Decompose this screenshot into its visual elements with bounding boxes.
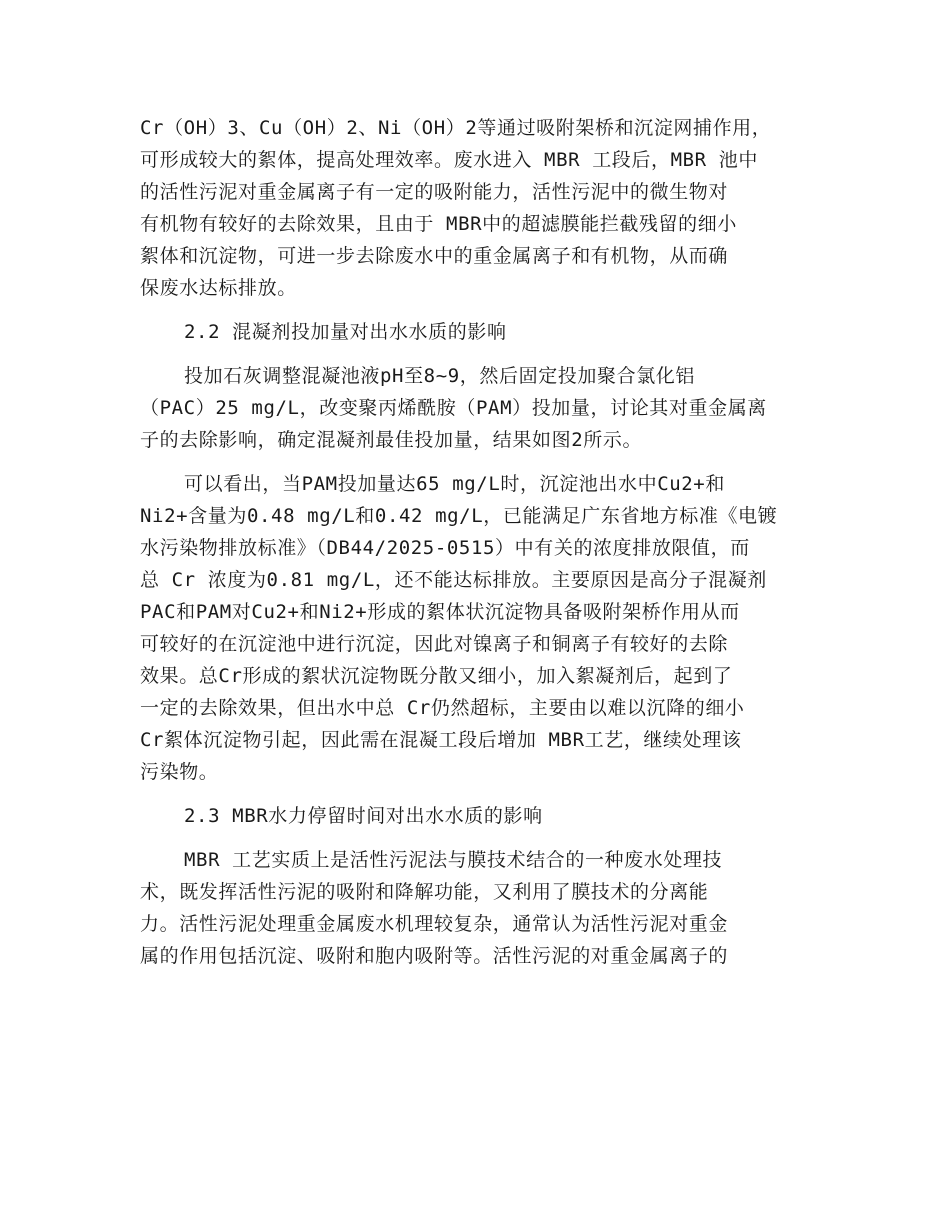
paragraph-coagulation-mechanism (140, 112, 810, 304)
text-line: MBR 工艺实质上是活性污泥法与膜技术结合的一种废水处理技 (184, 849, 723, 871)
text-line: 水污染物排放标准》（DB44/2025-0515）中有关的浓度排放限值，而 (140, 537, 750, 559)
text-line: 可较好的在沉淀池中进行沉淀，因此对镍离子和铜离子有较好的去除 (140, 633, 729, 655)
text-line: 投加石灰调整混凝池液pH至8~9，然后固定投加聚合氯化铝 (184, 365, 695, 387)
text-line: 有机物有较好的去除效果，且由于 MBR中的超滤膜能拦截残留的细小 (140, 213, 737, 235)
text-line: （PAC）25 mg/L，改变聚丙烯酰胺（PAM）投加量，讨论其对重金属离 (140, 397, 767, 419)
text-line: 力。活性污泥处理重金属废水机理较复杂，通常认为活性污泥对重金 (140, 913, 729, 935)
text-line: 保废水达标排放。 (140, 277, 297, 299)
text-line: Cr絮体沉淀物引起，因此需在混凝工段后增加 MBR工艺，继续处理该 (140, 729, 742, 751)
text-line: 可形成较大的絮体，提高处理效率。废水进入 MBR 工段后，MBR 池中 (140, 149, 758, 171)
text-line: 的活性污泥对重金属离子有一定的吸附能力，活性污泥中的微生物对 (140, 181, 729, 203)
paragraph-mbr-process (140, 844, 810, 972)
text-line: Cr（OH）3、Cu（OH）2、Ni（OH）2等通过吸附架桥和沉淀网捕作用， (140, 117, 772, 139)
text-line: PAC和PAM对Cu2+和Ni2+形成的絮体状沉淀物具备吸附架桥作用从而 (140, 601, 740, 623)
text-line: 一定的去除效果，但出水中总 Cr仍然超标，主要由以难以沉降的细小 (140, 697, 745, 719)
section-heading-2-3: 2.3 MBR水力停留时间对出水水质的影响 (184, 805, 543, 827)
text-line: 可以看出，当PAM投加量达65 mg/L时，沉淀池出水中Cu2+和 (184, 473, 725, 495)
text-line: 总 Cr 浓度为0.81 mg/L，还不能达标排放。主要原因是高分子混凝剂 (140, 569, 767, 591)
section-heading-2-2: 2.2 混凝剂投加量对出水水质的影响 (184, 321, 507, 343)
text-line: 污染物。 (140, 761, 219, 783)
paragraph-dosage-method (140, 360, 810, 456)
text-line: 效果。总Cr形成的絮状沉淀物既分散又细小，加入絮凝剂后，起到了 (140, 665, 733, 687)
text-line: 属的作用包括沉淀、吸附和胞内吸附等。活性污泥的对重金属离子的 (140, 945, 729, 967)
text-line: 术，既发挥活性污泥的吸附和降解功能，又利用了膜技术的分离能 (140, 881, 709, 903)
paragraph-dosage-results (140, 468, 810, 788)
text-line: Ni2+含量为0.48 mg/L和0.42 mg/L，已能满足广东省地方标准《电镀 (140, 505, 778, 527)
text-line: 絮体和沉淀物，可进一步去除废水中的重金属离子和有机物，从而确 (140, 245, 729, 267)
text-line: 子的去除影响，确定混凝剂最佳投加量，结果如图2所示。 (140, 429, 643, 451)
